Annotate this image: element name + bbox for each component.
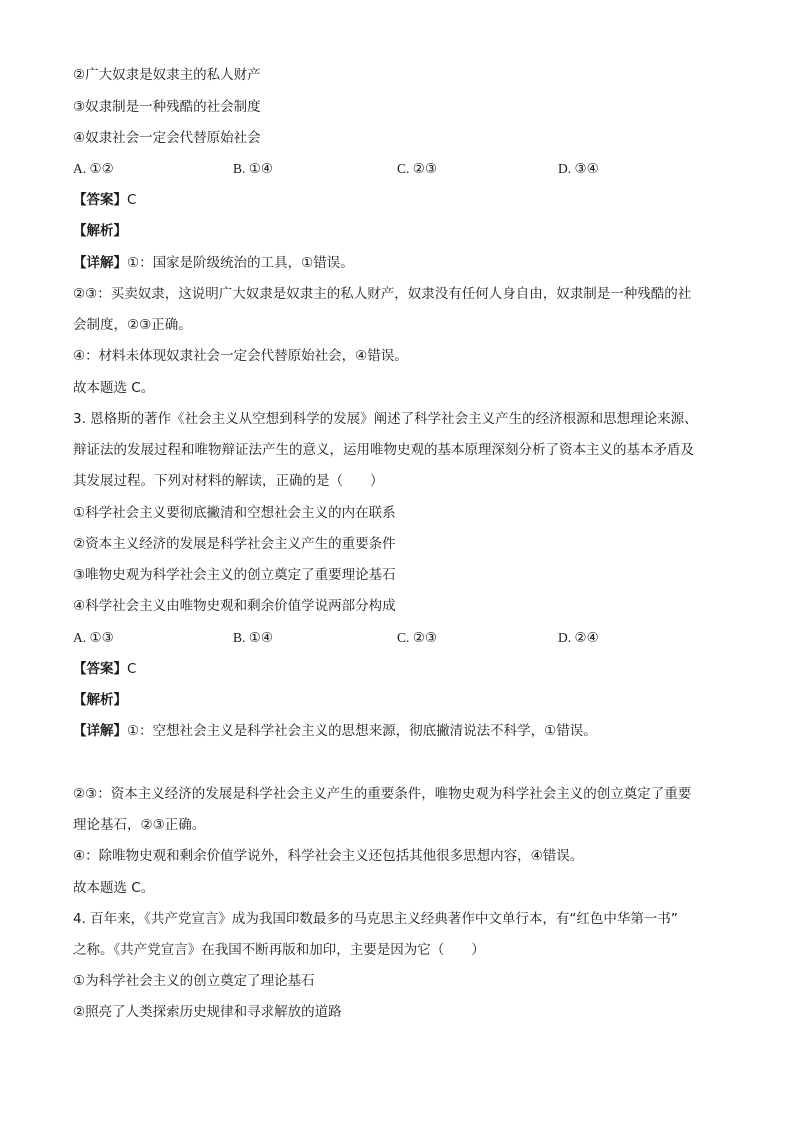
q4-statement-1: ①为科学社会主义的创立奠定了理论基石	[73, 973, 315, 989]
q2-option-d: D. ③④	[558, 161, 599, 176]
q3-option-a: A. ①③	[73, 630, 114, 645]
q3-statement-1: ①科学社会主义要彻底撇清和空想社会主义的内在联系	[73, 505, 396, 521]
q3-statement-4: ④科学社会主义由唯物史观和剩余价值学说两部分构成	[73, 598, 396, 614]
q2-detail-3: ④：材料未体现奴隶社会一定会代替原始社会，④错误。	[73, 348, 408, 364]
q2-detail-1	[73, 254, 354, 272]
q3-statement-2: ②资本主义经济的发展是科学社会主义产生的重要条件	[73, 536, 396, 552]
q3-statement-3: ③唯物史观为科学社会主义的创立奠定了重要理论基石	[73, 567, 396, 583]
q4-stem-line-1: 4. 百年来，《共产党宣言》成为我国印数最多的马克思主义经典著作中文单行本，有“红色中华第一书”	[73, 911, 678, 927]
q2-analysis-heading	[73, 222, 127, 240]
analysis-tag: 【解析】	[73, 223, 127, 239]
q3-analysis-heading	[73, 691, 127, 709]
q3-option-d: D. ②④	[558, 630, 599, 645]
answer-tag: 【答案】	[73, 192, 127, 208]
q3-detail-2-line-2: 理论基石，②③正确。	[73, 817, 206, 833]
q2-detail-2-line-2: 会制度，②③正确。	[73, 317, 192, 333]
q3-conclusion: 故本题选 C。	[73, 880, 155, 896]
q2-options	[73, 160, 693, 178]
detail-text: ①：空想社会主义是科学社会主义的思想来源，彻底撇清说法不科学，①错误。	[127, 723, 597, 739]
q4-statement-2: ②照亮了人类探索历史规律和寻求解放的道路	[73, 1004, 342, 1020]
q2-answer	[73, 191, 136, 209]
q3-option-b: B. ①④	[233, 630, 273, 645]
q2-option-a: A. ①②	[73, 161, 114, 176]
q2-statement-2: ②广大奴隶是奴隶主的私人财产	[73, 67, 261, 83]
q2-detail-2-line-1: ②③：买卖奴隶，这说明广大奴隶是奴隶主的私人财产，奴隶没有任何人身自由，奴隶制是一种残酷的社	[73, 286, 692, 302]
q2-option-c: C. ②③	[397, 161, 437, 176]
analysis-tag: 【解析】	[73, 692, 127, 708]
q3-answer	[73, 660, 136, 678]
q4-stem-line-2: 之称。《共产党宣言》在我国不断再版和加印，主要是因为它（ ）	[73, 942, 485, 958]
q3-option-c: C. ②③	[397, 630, 437, 645]
detail-text: ①：国家是阶级统治的工具，①错误。	[127, 255, 354, 271]
q3-stem-line-2: 辩证法的发展过程和唯物辩证法产生的意义，运用唯物史观的基本原理深刻分析了资本主义的基本矛盾及	[73, 442, 694, 458]
q3-stem-line-1: 3. 恩格斯的著作《社会主义从空想到科学的发展》阐述了科学社会主义产生的经济根源和思想理论来源、	[73, 411, 698, 427]
answer-value: C	[127, 192, 137, 208]
q2-option-b: B. ①④	[233, 161, 273, 176]
q3-stem-line-3: 其发展过程。下列对材料的解读，正确的是（ ）	[73, 473, 384, 489]
q2-statement-4: ④奴隶社会一定会代替原始社会	[73, 130, 261, 146]
detail-tag: 【详解】	[73, 723, 127, 739]
q3-options	[73, 629, 693, 647]
q2-conclusion: 故本题选 C。	[73, 380, 155, 396]
q2-statement-3: ③奴隶制是一种残酷的社会制度	[73, 99, 261, 115]
q3-detail-1	[73, 722, 597, 740]
q3-detail-3: ④：除唯物史观和剩余价值学说外，科学社会主义还包括其他很多思想内容，④错误。	[73, 848, 584, 864]
answer-value: C	[127, 661, 137, 677]
q3-detail-2-line-1: ②③：资本主义经济的发展是科学社会主义产生的重要条件，唯物史观为科学社会主义的创立奠定了重要	[73, 786, 692, 802]
detail-tag: 【详解】	[73, 255, 127, 271]
answer-tag: 【答案】	[73, 661, 127, 677]
